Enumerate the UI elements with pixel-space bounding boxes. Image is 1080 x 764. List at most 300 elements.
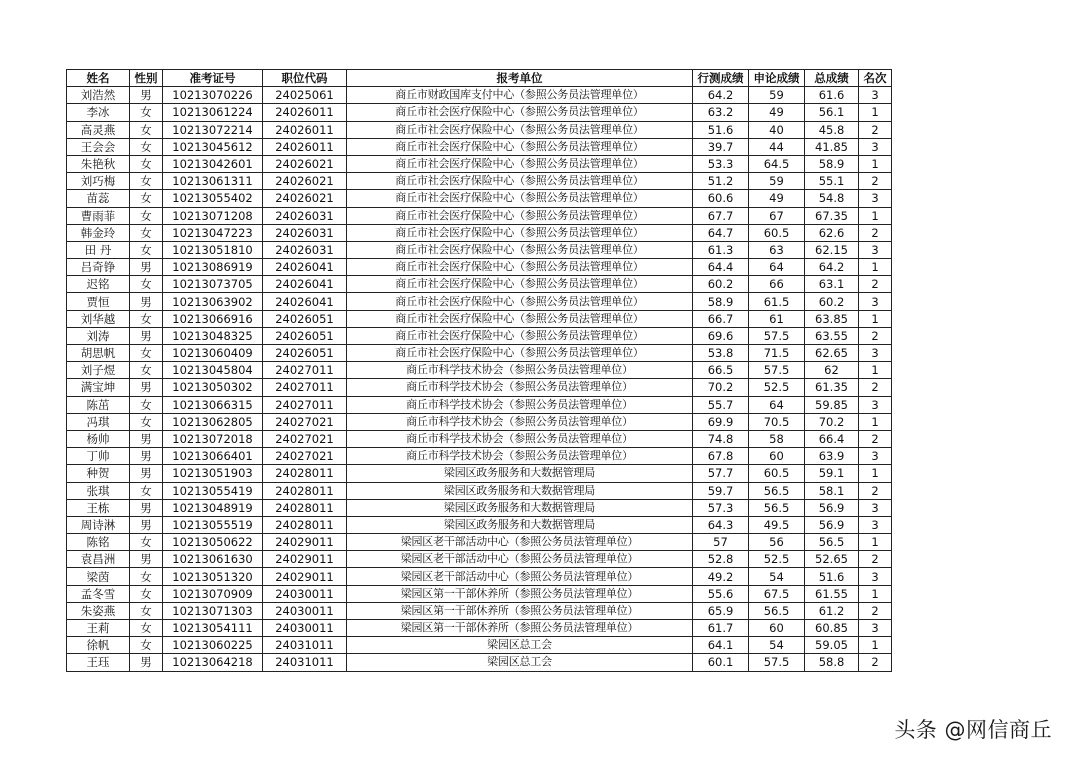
cell-unit: 梁园区第一干部休养所（参照公务员法管理单位） bbox=[347, 602, 693, 619]
cell-rank: 2 bbox=[859, 173, 892, 190]
cell-gender: 男 bbox=[130, 654, 163, 671]
cell-exam-id: 10213086919 bbox=[163, 259, 263, 276]
cell-exam-id: 10213060409 bbox=[163, 345, 263, 362]
cell-unit: 商丘市财政国库支付中心（参照公务员法管理单位） bbox=[347, 87, 693, 104]
cell-total-score: 61.6 bbox=[805, 87, 859, 104]
cell-position-code: 24028011 bbox=[263, 516, 347, 533]
cell-exam-id: 10213061311 bbox=[163, 173, 263, 190]
cell-position-code: 24026051 bbox=[263, 327, 347, 344]
cell-aptitude-score: 51.2 bbox=[693, 173, 749, 190]
cell-total-score: 59.1 bbox=[805, 465, 859, 482]
cell-exam-id: 10213062805 bbox=[163, 413, 263, 430]
cell-aptitude-score: 55.6 bbox=[693, 585, 749, 602]
table-row bbox=[67, 207, 892, 224]
cell-name: 朱艳秋 bbox=[67, 155, 130, 172]
cell-gender: 女 bbox=[130, 310, 163, 327]
table-row bbox=[67, 87, 892, 104]
cell-unit: 梁园区政务服务和大数据管理局 bbox=[347, 516, 693, 533]
cell-rank: 3 bbox=[859, 241, 892, 258]
cell-unit: 商丘市科学技术协会（参照公务员法管理单位） bbox=[347, 413, 693, 430]
cell-rank: 1 bbox=[859, 259, 892, 276]
cell-gender: 女 bbox=[130, 121, 163, 138]
cell-total-score: 62 bbox=[805, 362, 859, 379]
cell-name: 杨帅 bbox=[67, 430, 130, 447]
cell-name: 曹雨菲 bbox=[67, 207, 130, 224]
cell-unit: 梁园区总工会 bbox=[347, 637, 693, 654]
cell-aptitude-score: 39.7 bbox=[693, 138, 749, 155]
cell-total-score: 56.1 bbox=[805, 104, 859, 121]
cell-rank: 2 bbox=[859, 327, 892, 344]
cell-total-score: 58.9 bbox=[805, 155, 859, 172]
cell-essay-score: 67 bbox=[749, 207, 805, 224]
cell-gender: 女 bbox=[130, 637, 163, 654]
cell-rank: 1 bbox=[859, 207, 892, 224]
cell-position-code: 24027011 bbox=[263, 396, 347, 413]
cell-essay-score: 54 bbox=[749, 637, 805, 654]
cell-name: 胡思帆 bbox=[67, 345, 130, 362]
cell-exam-id: 10213055519 bbox=[163, 516, 263, 533]
cell-total-score: 58.8 bbox=[805, 654, 859, 671]
cell-position-code: 24030011 bbox=[263, 602, 347, 619]
cell-total-score: 56.9 bbox=[805, 516, 859, 533]
cell-aptitude-score: 49.2 bbox=[693, 568, 749, 585]
cell-aptitude-score: 60.6 bbox=[693, 190, 749, 207]
table-row bbox=[67, 637, 892, 654]
cell-aptitude-score: 64.4 bbox=[693, 259, 749, 276]
cell-rank: 1 bbox=[859, 585, 892, 602]
cell-exam-id: 10213045612 bbox=[163, 138, 263, 155]
cell-total-score: 66.4 bbox=[805, 430, 859, 447]
cell-aptitude-score: 60.2 bbox=[693, 276, 749, 293]
cell-total-score: 60.2 bbox=[805, 293, 859, 310]
cell-rank: 3 bbox=[859, 345, 892, 362]
cell-total-score: 63.1 bbox=[805, 276, 859, 293]
cell-aptitude-score: 61.3 bbox=[693, 241, 749, 258]
header-aptitude-score: 行测成绩 bbox=[693, 70, 749, 87]
score-table bbox=[66, 69, 892, 672]
cell-exam-id: 10213073705 bbox=[163, 276, 263, 293]
cell-position-code: 24026051 bbox=[263, 345, 347, 362]
cell-rank: 2 bbox=[859, 551, 892, 568]
cell-rank: 1 bbox=[859, 637, 892, 654]
cell-gender: 男 bbox=[130, 379, 163, 396]
cell-total-score: 61.55 bbox=[805, 585, 859, 602]
cell-unit: 商丘市社会医疗保险中心（参照公务员法管理单位） bbox=[347, 224, 693, 241]
cell-rank: 3 bbox=[859, 190, 892, 207]
cell-exam-id: 10213066315 bbox=[163, 396, 263, 413]
table-row bbox=[67, 155, 892, 172]
cell-exam-id: 10213066916 bbox=[163, 310, 263, 327]
header-name: 姓名 bbox=[67, 70, 130, 87]
cell-exam-id: 10213054111 bbox=[163, 620, 263, 637]
cell-exam-id: 10213042601 bbox=[163, 155, 263, 172]
cell-name: 李冰 bbox=[67, 104, 130, 121]
cell-name: 刘巧梅 bbox=[67, 173, 130, 190]
cell-essay-score: 60 bbox=[749, 620, 805, 637]
cell-aptitude-score: 65.9 bbox=[693, 602, 749, 619]
cell-position-code: 24027021 bbox=[263, 448, 347, 465]
cell-gender: 女 bbox=[130, 173, 163, 190]
cell-unit: 商丘市社会医疗保险中心（参照公务员法管理单位） bbox=[347, 207, 693, 224]
cell-total-score: 63.85 bbox=[805, 310, 859, 327]
cell-position-code: 24026011 bbox=[263, 138, 347, 155]
table-row bbox=[67, 465, 892, 482]
cell-position-code: 24026021 bbox=[263, 155, 347, 172]
cell-aptitude-score: 66.7 bbox=[693, 310, 749, 327]
cell-essay-score: 57.5 bbox=[749, 327, 805, 344]
table-row bbox=[67, 310, 892, 327]
cell-essay-score: 70.5 bbox=[749, 413, 805, 430]
cell-position-code: 24031011 bbox=[263, 637, 347, 654]
cell-name: 刘子煜 bbox=[67, 362, 130, 379]
cell-essay-score: 61 bbox=[749, 310, 805, 327]
cell-position-code: 24026011 bbox=[263, 121, 347, 138]
cell-name: 孟冬雪 bbox=[67, 585, 130, 602]
cell-rank: 2 bbox=[859, 482, 892, 499]
cell-unit: 商丘市社会医疗保险中心（参照公务员法管理单位） bbox=[347, 104, 693, 121]
table-row bbox=[67, 379, 892, 396]
cell-unit: 商丘市社会医疗保险中心（参照公务员法管理单位） bbox=[347, 276, 693, 293]
cell-position-code: 24026041 bbox=[263, 293, 347, 310]
cell-gender: 女 bbox=[130, 138, 163, 155]
cell-exam-id: 10213048325 bbox=[163, 327, 263, 344]
table-row bbox=[67, 259, 892, 276]
cell-aptitude-score: 69.9 bbox=[693, 413, 749, 430]
cell-essay-score: 44 bbox=[749, 138, 805, 155]
cell-essay-score: 49 bbox=[749, 190, 805, 207]
table-row bbox=[67, 345, 892, 362]
table-row bbox=[67, 654, 892, 671]
cell-exam-id: 10213055402 bbox=[163, 190, 263, 207]
cell-name: 张琪 bbox=[67, 482, 130, 499]
cell-essay-score: 60.5 bbox=[749, 224, 805, 241]
cell-exam-id: 10213048919 bbox=[163, 499, 263, 516]
cell-gender: 男 bbox=[130, 448, 163, 465]
cell-unit: 商丘市科学技术协会（参照公务员法管理单位） bbox=[347, 379, 693, 396]
cell-total-score: 62.65 bbox=[805, 345, 859, 362]
cell-aptitude-score: 64.3 bbox=[693, 516, 749, 533]
cell-position-code: 24028011 bbox=[263, 465, 347, 482]
cell-essay-score: 64.5 bbox=[749, 155, 805, 172]
cell-aptitude-score: 53.3 bbox=[693, 155, 749, 172]
table-row bbox=[67, 276, 892, 293]
cell-gender: 男 bbox=[130, 516, 163, 533]
cell-gender: 男 bbox=[130, 259, 163, 276]
table-row bbox=[67, 499, 892, 516]
cell-aptitude-score: 64.1 bbox=[693, 637, 749, 654]
cell-unit: 商丘市科学技术协会（参照公务员法管理单位） bbox=[347, 396, 693, 413]
cell-position-code: 24027011 bbox=[263, 362, 347, 379]
cell-total-score: 54.8 bbox=[805, 190, 859, 207]
cell-name: 吕奇铮 bbox=[67, 259, 130, 276]
cell-position-code: 24027011 bbox=[263, 379, 347, 396]
cell-position-code: 24026041 bbox=[263, 276, 347, 293]
cell-gender: 女 bbox=[130, 602, 163, 619]
cell-unit: 梁园区老干部活动中心（参照公务员法管理单位） bbox=[347, 534, 693, 551]
cell-essay-score: 67.5 bbox=[749, 585, 805, 602]
cell-aptitude-score: 70.2 bbox=[693, 379, 749, 396]
cell-unit: 商丘市社会医疗保险中心（参照公务员法管理单位） bbox=[347, 259, 693, 276]
cell-rank: 3 bbox=[859, 499, 892, 516]
cell-name: 种贺 bbox=[67, 465, 130, 482]
cell-aptitude-score: 64.2 bbox=[693, 87, 749, 104]
header-total-score: 总成绩 bbox=[805, 70, 859, 87]
cell-rank: 3 bbox=[859, 568, 892, 585]
header-rank: 名次 bbox=[859, 70, 892, 87]
cell-name: 丁帅 bbox=[67, 448, 130, 465]
cell-gender: 女 bbox=[130, 482, 163, 499]
cell-exam-id: 10213072018 bbox=[163, 430, 263, 447]
table-row bbox=[67, 327, 892, 344]
cell-essay-score: 40 bbox=[749, 121, 805, 138]
cell-gender: 男 bbox=[130, 551, 163, 568]
cell-essay-score: 71.5 bbox=[749, 345, 805, 362]
cell-aptitude-score: 74.8 bbox=[693, 430, 749, 447]
cell-essay-score: 56.5 bbox=[749, 482, 805, 499]
cell-total-score: 52.65 bbox=[805, 551, 859, 568]
cell-unit: 商丘市社会医疗保险中心（参照公务员法管理单位） bbox=[347, 345, 693, 362]
cell-total-score: 63.9 bbox=[805, 448, 859, 465]
cell-name: 王莉 bbox=[67, 620, 130, 637]
cell-gender: 女 bbox=[130, 534, 163, 551]
cell-essay-score: 52.5 bbox=[749, 551, 805, 568]
cell-exam-id: 10213051320 bbox=[163, 568, 263, 585]
cell-total-score: 62.6 bbox=[805, 224, 859, 241]
header-position-code: 职位代码 bbox=[263, 70, 347, 87]
cell-unit: 梁园区政务服务和大数据管理局 bbox=[347, 482, 693, 499]
cell-essay-score: 64 bbox=[749, 396, 805, 413]
cell-total-score: 59.85 bbox=[805, 396, 859, 413]
cell-aptitude-score: 57 bbox=[693, 534, 749, 551]
cell-rank: 1 bbox=[859, 465, 892, 482]
cell-rank: 1 bbox=[859, 534, 892, 551]
cell-gender: 女 bbox=[130, 155, 163, 172]
cell-aptitude-score: 57.7 bbox=[693, 465, 749, 482]
table-row bbox=[67, 602, 892, 619]
cell-total-score: 55.1 bbox=[805, 173, 859, 190]
cell-essay-score: 64 bbox=[749, 259, 805, 276]
cell-unit: 商丘市社会医疗保险中心（参照公务员法管理单位） bbox=[347, 327, 693, 344]
cell-name: 朱姿燕 bbox=[67, 602, 130, 619]
cell-rank: 2 bbox=[859, 654, 892, 671]
cell-name: 王会会 bbox=[67, 138, 130, 155]
cell-exam-id: 10213070226 bbox=[163, 87, 263, 104]
cell-unit: 梁园区老干部活动中心（参照公务员法管理单位） bbox=[347, 551, 693, 568]
cell-rank: 2 bbox=[859, 276, 892, 293]
cell-gender: 女 bbox=[130, 413, 163, 430]
cell-rank: 2 bbox=[859, 430, 892, 447]
table-row bbox=[67, 104, 892, 121]
table-row bbox=[67, 534, 892, 551]
cell-name: 袁昌洲 bbox=[67, 551, 130, 568]
cell-position-code: 24026011 bbox=[263, 104, 347, 121]
cell-name: 刘浩然 bbox=[67, 87, 130, 104]
cell-exam-id: 10213055419 bbox=[163, 482, 263, 499]
cell-essay-score: 60 bbox=[749, 448, 805, 465]
cell-exam-id: 10213061630 bbox=[163, 551, 263, 568]
cell-unit: 梁园区第一干部休养所（参照公务员法管理单位） bbox=[347, 620, 693, 637]
cell-total-score: 56.5 bbox=[805, 534, 859, 551]
cell-name: 梁茵 bbox=[67, 568, 130, 585]
cell-essay-score: 49.5 bbox=[749, 516, 805, 533]
cell-gender: 女 bbox=[130, 104, 163, 121]
cell-essay-score: 61.5 bbox=[749, 293, 805, 310]
cell-exam-id: 10213063902 bbox=[163, 293, 263, 310]
cell-name: 迟铭 bbox=[67, 276, 130, 293]
header-gender: 性别 bbox=[130, 70, 163, 87]
cell-gender: 男 bbox=[130, 430, 163, 447]
cell-total-score: 67.35 bbox=[805, 207, 859, 224]
cell-rank: 1 bbox=[859, 413, 892, 430]
cell-position-code: 24026041 bbox=[263, 259, 347, 276]
cell-exam-id: 10213045804 bbox=[163, 362, 263, 379]
table-row bbox=[67, 551, 892, 568]
cell-unit: 梁园区总工会 bbox=[347, 654, 693, 671]
cell-gender: 女 bbox=[130, 362, 163, 379]
cell-position-code: 24027021 bbox=[263, 430, 347, 447]
cell-gender: 女 bbox=[130, 276, 163, 293]
cell-aptitude-score: 55.7 bbox=[693, 396, 749, 413]
cell-name: 韩金玲 bbox=[67, 224, 130, 241]
cell-gender: 女 bbox=[130, 568, 163, 585]
header-row bbox=[67, 70, 892, 87]
cell-total-score: 56.9 bbox=[805, 499, 859, 516]
cell-unit: 商丘市社会医疗保险中心（参照公务员法管理单位） bbox=[347, 293, 693, 310]
cell-unit: 梁园区政务服务和大数据管理局 bbox=[347, 499, 693, 516]
cell-essay-score: 49 bbox=[749, 104, 805, 121]
cell-gender: 女 bbox=[130, 620, 163, 637]
cell-name: 冯琪 bbox=[67, 413, 130, 430]
table-row bbox=[67, 620, 892, 637]
cell-essay-score: 59 bbox=[749, 87, 805, 104]
cell-exam-id: 10213066401 bbox=[163, 448, 263, 465]
cell-total-score: 41.85 bbox=[805, 138, 859, 155]
cell-gender: 男 bbox=[130, 499, 163, 516]
cell-position-code: 24029011 bbox=[263, 534, 347, 551]
cell-gender: 男 bbox=[130, 327, 163, 344]
cell-position-code: 24027021 bbox=[263, 413, 347, 430]
table-body bbox=[67, 87, 892, 671]
cell-position-code: 24028011 bbox=[263, 482, 347, 499]
table-row bbox=[67, 430, 892, 447]
cell-unit: 梁园区政务服务和大数据管理局 bbox=[347, 465, 693, 482]
cell-aptitude-score: 57.3 bbox=[693, 499, 749, 516]
cell-rank: 2 bbox=[859, 224, 892, 241]
cell-position-code: 24026021 bbox=[263, 190, 347, 207]
cell-exam-id: 10213047223 bbox=[163, 224, 263, 241]
table-row bbox=[67, 448, 892, 465]
cell-position-code: 24026031 bbox=[263, 207, 347, 224]
cell-essay-score: 66 bbox=[749, 276, 805, 293]
table-row bbox=[67, 585, 892, 602]
cell-unit: 商丘市社会医疗保险中心（参照公务员法管理单位） bbox=[347, 155, 693, 172]
cell-name: 陈茁 bbox=[67, 396, 130, 413]
cell-aptitude-score: 60.1 bbox=[693, 654, 749, 671]
cell-essay-score: 56 bbox=[749, 534, 805, 551]
table-row bbox=[67, 121, 892, 138]
cell-exam-id: 10213050622 bbox=[163, 534, 263, 551]
cell-gender: 女 bbox=[130, 585, 163, 602]
cell-aptitude-score: 58.9 bbox=[693, 293, 749, 310]
cell-exam-id: 10213060225 bbox=[163, 637, 263, 654]
watermark: 头条 @网信商丘 bbox=[894, 718, 1052, 742]
cell-name: 陈铭 bbox=[67, 534, 130, 551]
cell-rank: 1 bbox=[859, 362, 892, 379]
table-row bbox=[67, 138, 892, 155]
table-row bbox=[67, 190, 892, 207]
cell-essay-score: 57.5 bbox=[749, 362, 805, 379]
cell-unit: 商丘市科学技术协会（参照公务员法管理单位） bbox=[347, 448, 693, 465]
cell-position-code: 24026031 bbox=[263, 241, 347, 258]
cell-exam-id: 10213061224 bbox=[163, 104, 263, 121]
cell-total-score: 64.2 bbox=[805, 259, 859, 276]
cell-total-score: 61.2 bbox=[805, 602, 859, 619]
cell-aptitude-score: 63.2 bbox=[693, 104, 749, 121]
cell-essay-score: 52.5 bbox=[749, 379, 805, 396]
cell-total-score: 51.6 bbox=[805, 568, 859, 585]
cell-position-code: 24031011 bbox=[263, 654, 347, 671]
header-unit: 报考单位 bbox=[347, 70, 693, 87]
cell-position-code: 24026051 bbox=[263, 310, 347, 327]
cell-essay-score: 54 bbox=[749, 568, 805, 585]
cell-aptitude-score: 69.6 bbox=[693, 327, 749, 344]
table-row bbox=[67, 224, 892, 241]
cell-aptitude-score: 64.7 bbox=[693, 224, 749, 241]
cell-gender: 男 bbox=[130, 87, 163, 104]
cell-position-code: 24026021 bbox=[263, 173, 347, 190]
cell-position-code: 24029011 bbox=[263, 551, 347, 568]
cell-aptitude-score: 52.8 bbox=[693, 551, 749, 568]
cell-name: 王栋 bbox=[67, 499, 130, 516]
cell-rank: 1 bbox=[859, 310, 892, 327]
cell-rank: 3 bbox=[859, 448, 892, 465]
cell-essay-score: 56.5 bbox=[749, 602, 805, 619]
cell-aptitude-score: 53.8 bbox=[693, 345, 749, 362]
cell-exam-id: 10213050302 bbox=[163, 379, 263, 396]
cell-unit: 商丘市科学技术协会（参照公务员法管理单位） bbox=[347, 362, 693, 379]
cell-unit: 梁园区老干部活动中心（参照公务员法管理单位） bbox=[347, 568, 693, 585]
cell-total-score: 62.15 bbox=[805, 241, 859, 258]
cell-gender: 女 bbox=[130, 224, 163, 241]
cell-rank: 3 bbox=[859, 87, 892, 104]
cell-unit: 商丘市社会医疗保险中心（参照公务员法管理单位） bbox=[347, 241, 693, 258]
cell-position-code: 24030011 bbox=[263, 585, 347, 602]
cell-name: 刘华越 bbox=[67, 310, 130, 327]
cell-total-score: 70.2 bbox=[805, 413, 859, 430]
cell-exam-id: 10213070909 bbox=[163, 585, 263, 602]
cell-position-code: 24025061 bbox=[263, 87, 347, 104]
cell-name: 高灵燕 bbox=[67, 121, 130, 138]
cell-name: 王珏 bbox=[67, 654, 130, 671]
cell-unit: 商丘市社会医疗保险中心（参照公务员法管理单位） bbox=[347, 138, 693, 155]
cell-unit: 梁园区第一干部休养所（参照公务员法管理单位） bbox=[347, 585, 693, 602]
table-row bbox=[67, 293, 892, 310]
cell-exam-id: 10213072214 bbox=[163, 121, 263, 138]
cell-exam-id: 10213064218 bbox=[163, 654, 263, 671]
cell-name: 田 丹 bbox=[67, 241, 130, 258]
header-essay-score: 申论成绩 bbox=[749, 70, 805, 87]
cell-position-code: 24029011 bbox=[263, 568, 347, 585]
cell-position-code: 24028011 bbox=[263, 499, 347, 516]
table-row bbox=[67, 413, 892, 430]
cell-exam-id: 10213071208 bbox=[163, 207, 263, 224]
cell-gender: 女 bbox=[130, 345, 163, 362]
cell-rank: 1 bbox=[859, 104, 892, 121]
cell-gender: 女 bbox=[130, 241, 163, 258]
cell-unit: 商丘市社会医疗保险中心（参照公务员法管理单位） bbox=[347, 190, 693, 207]
cell-rank: 3 bbox=[859, 293, 892, 310]
cell-aptitude-score: 67.8 bbox=[693, 448, 749, 465]
